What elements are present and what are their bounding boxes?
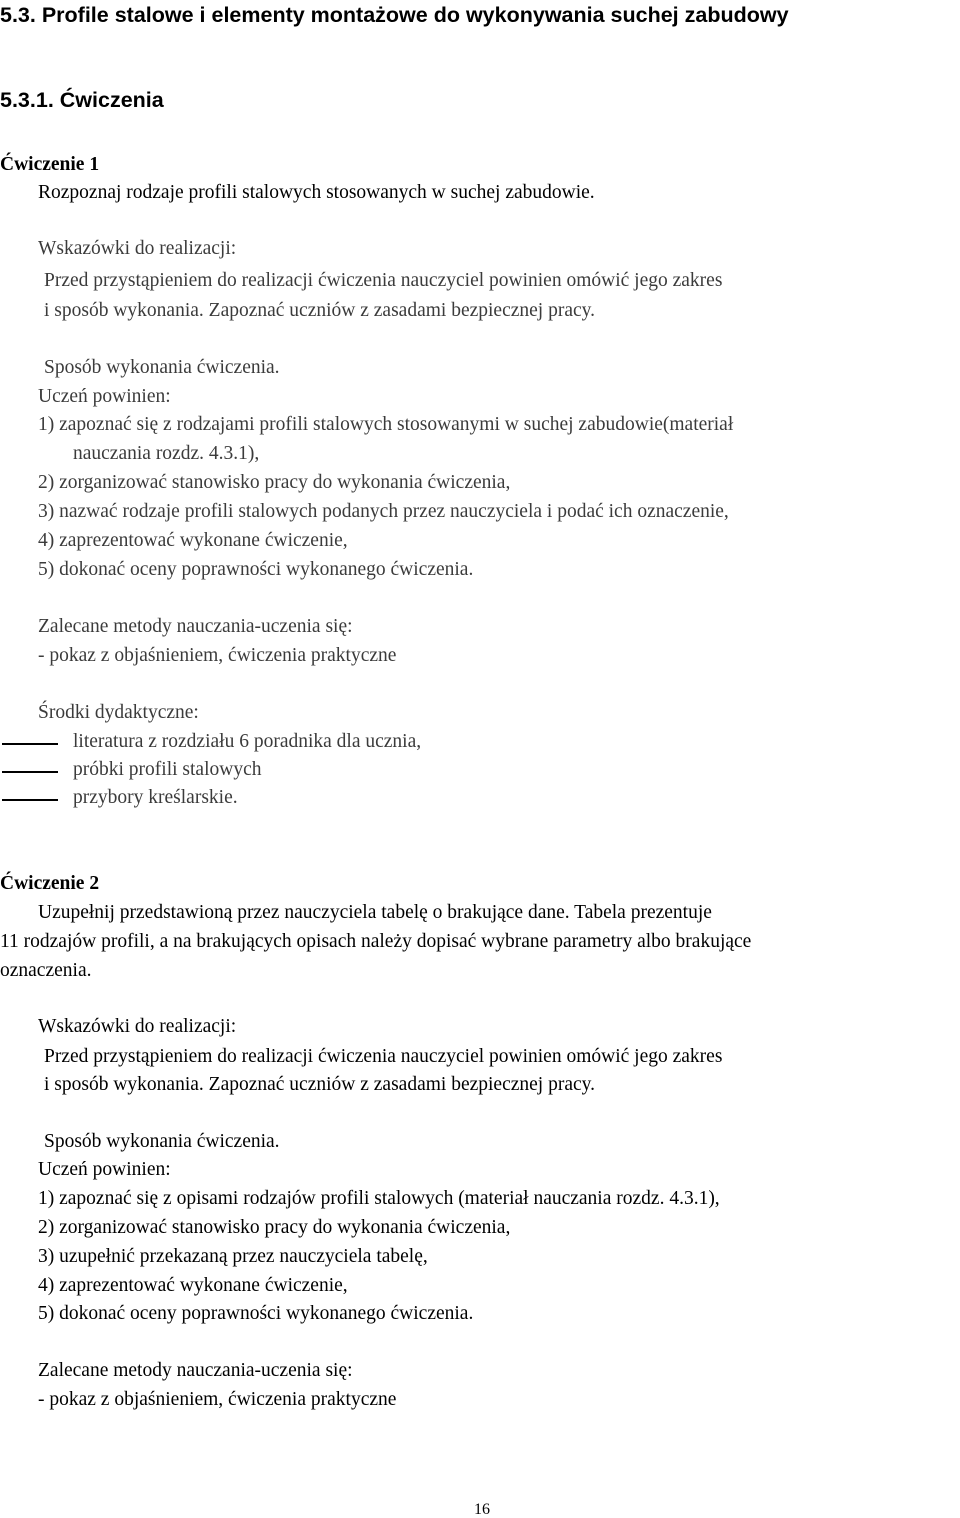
exercise2-hints-line1: Przed przystąpieniem do realizacji ćwiczenia nauczyciel powinien omówić jego zakres (44, 1046, 723, 1067)
exercise1-methods-value: - pokaz z objaśnieniem, ćwiczenia praktyczne (38, 645, 397, 666)
exercise2-step5: 5) dokonać oceny poprawności wykonanego ćwiczenia. (38, 1303, 474, 1324)
exercise2-methods-value: - pokaz z objaśnieniem, ćwiczenia praktyczne (38, 1389, 397, 1410)
exercise1-hints-line2: i sposób wykonania. Zapoznać uczniów z zasadami bezpiecznej pracy. (44, 300, 595, 321)
aid-bullet-dash (2, 771, 58, 773)
exercise1-step1-line2: nauczania rozdz. 4.3.1), (73, 443, 260, 464)
exercise2-method-label: Sposób wykonania ćwiczenia. (44, 1131, 280, 1152)
aid-item: próbki profili stalowych (73, 759, 262, 780)
exercise1-step4: 4) zaprezentować wykonane ćwiczenie, (38, 530, 348, 551)
exercise2-step3: 3) uzupełnić przekazaną przez nauczyciela tabelę, (38, 1246, 428, 1267)
exercise1-hints-label: Wskazówki do realizacji: (38, 238, 237, 259)
aid-item: przybory kreślarskie. (73, 787, 238, 808)
exercise1-step3: 3) nazwać rodzaje profili stalowych podanych przez nauczyciela i podać ich oznaczenie, (38, 501, 729, 522)
exercise2-task-line3: oznaczenia. (0, 960, 92, 981)
exercise1-task: Rozpoznaj rodzaje profili stalowych stosowanych w suchej zabudowie. (38, 182, 595, 203)
exercise1-hints-line1: Przed przystąpieniem do realizacji ćwiczenia nauczyciel powinien omówić jego zakres (44, 270, 723, 291)
page-number: 16 (474, 1501, 490, 1518)
exercise2-heading: Ćwiczenie 2 (0, 873, 100, 894)
exercise2-step4: 4) zaprezentować wykonane ćwiczenie, (38, 1275, 348, 1296)
section-title: 5.3. Profile stalowe i elementy montażowe do wykonywania suchej zabudowy (0, 3, 789, 27)
aid-bullet-dash (2, 799, 58, 801)
exercise2-step1: 1) zapoznać się z opisami rodzajów profili stalowych (materiał nauczania rozdz. 4.3.1), (38, 1188, 720, 1209)
aid-item: literatura z rozdziału 6 poradnika dla ucznia, (73, 731, 422, 752)
exercise2-task-line2: 11 rodzajów profili, a na brakujących opisach należy dopisać wybrane parametry albo brakujące (0, 931, 752, 952)
exercise1-step1-line1: 1) zapoznać się z rodzajami profili stalowych stosowanymi w suchej zabudowie(materiał (38, 414, 734, 435)
aid-bullet-dash (2, 743, 58, 745)
exercise1-heading: Ćwiczenie 1 (0, 154, 100, 175)
exercise1-step5: 5) dokonać oceny poprawności wykonanego ćwiczenia. (38, 559, 474, 580)
exercise2-hints-line2: i sposób wykonania. Zapoznać uczniów z zasadami bezpiecznej pracy. (44, 1074, 595, 1095)
exercise1-student-label: Uczeń powinien: (38, 386, 171, 407)
exercise2-step2: 2) zorganizować stanowisko pracy do wykonania ćwiczenia, (38, 1217, 511, 1238)
exercise1-method-label: Sposób wykonania ćwiczenia. (44, 357, 280, 378)
exercise2-task-line1: Uzupełnij przedstawioną przez nauczyciela tabelę o brakujące dane. Tabela prezentuje (38, 902, 712, 923)
exercise2-methods-label: Zalecane metody nauczania-uczenia się: (38, 1360, 353, 1381)
exercise2-student-label: Uczeń powinien: (38, 1159, 171, 1180)
exercise1-aids-label: Środki dydaktyczne: (38, 702, 199, 723)
exercise1-step2: 2) zorganizować stanowisko pracy do wykonania ćwiczenia, (38, 472, 511, 493)
exercise1-methods-label: Zalecane metody nauczania-uczenia się: (38, 616, 353, 637)
exercise2-hints-label: Wskazówki do realizacji: (38, 1016, 237, 1037)
subsection-title: 5.3.1. Ćwiczenia (0, 88, 164, 112)
